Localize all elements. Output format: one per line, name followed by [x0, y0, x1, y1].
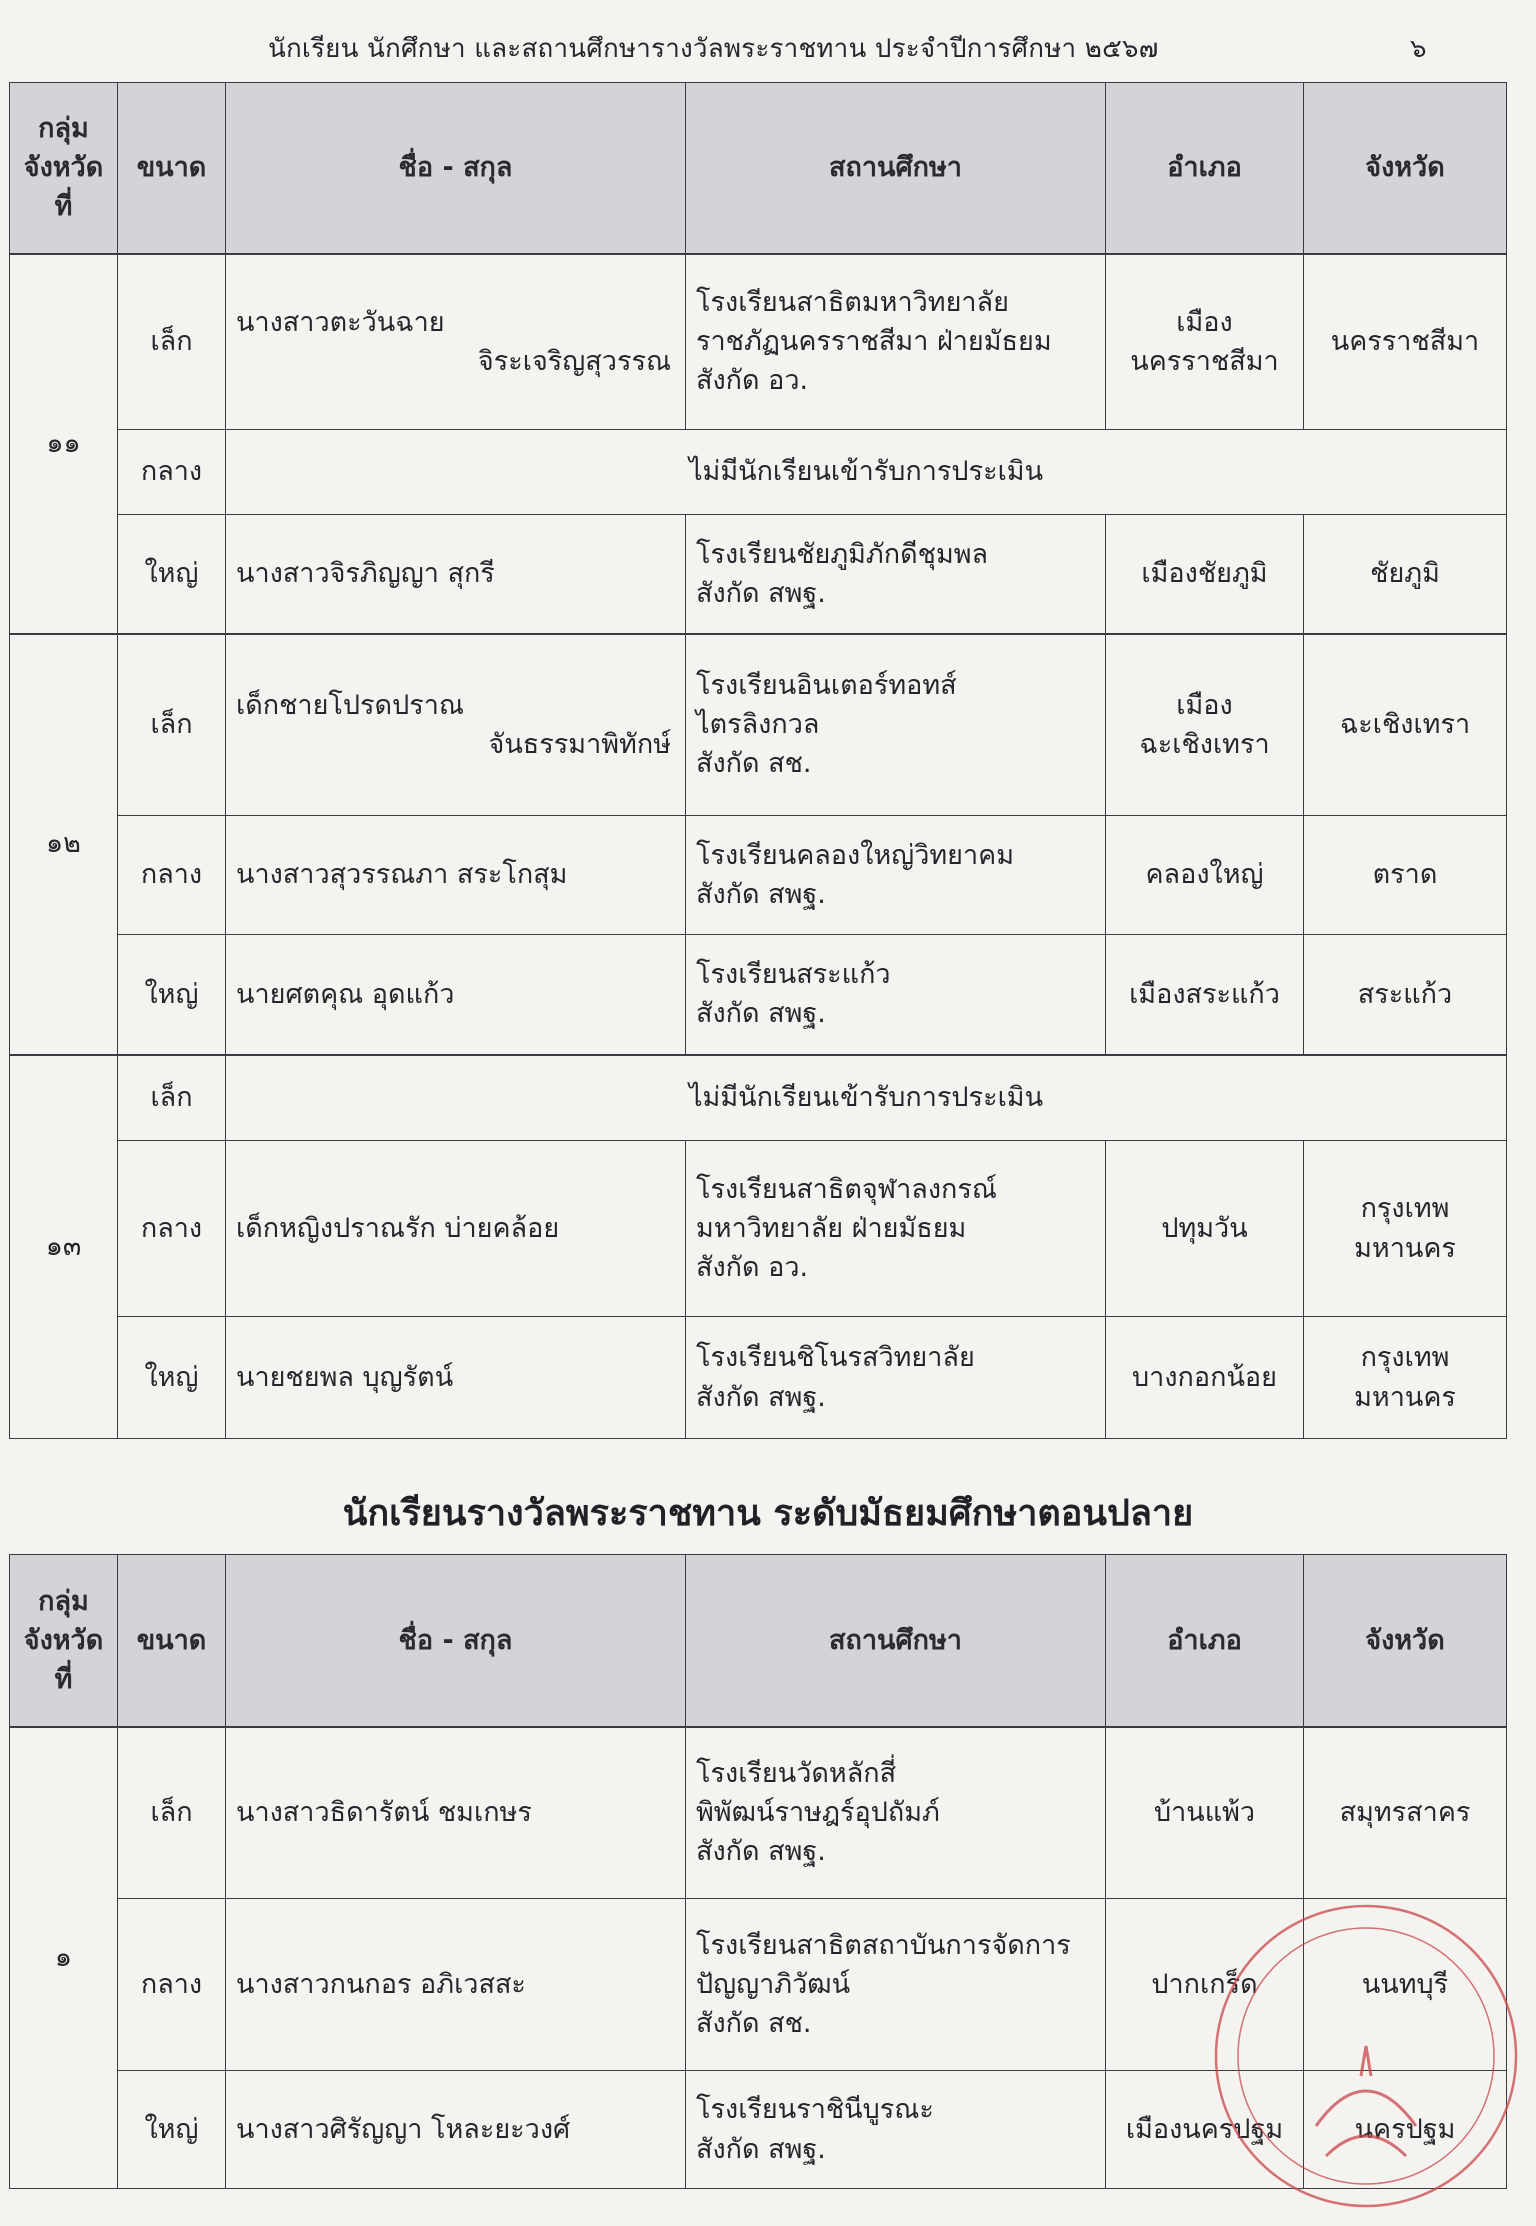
table-row — [10, 935, 1507, 1055]
size-cell: เล็ก — [118, 634, 226, 816]
name-cell: นายศตคุณ อุดแก้ว — [226, 935, 686, 1055]
province-cell: นครราชสีมา — [1304, 254, 1507, 430]
col-header-province: จังหวัด — [1304, 83, 1507, 254]
size-cell: กลาง — [118, 1899, 226, 2071]
size-cell: กลาง — [118, 430, 226, 515]
school-cell — [686, 254, 1106, 430]
province-cell: นครปฐม — [1304, 2071, 1507, 2189]
school-line: สังกัด สช. — [696, 2008, 812, 2040]
col-header-district: อำเภอ — [1106, 83, 1304, 254]
school-line: สังกัด สพฐ. — [696, 1836, 826, 1868]
school-line: มหาวิทยาลัย ฝ่ายมัธยม — [696, 1212, 967, 1244]
name-cell — [226, 254, 686, 430]
school-line: สังกัด สพฐ. — [696, 2133, 826, 2165]
name-cell: นางสาวธิดารัตน์ ชมเกษร — [226, 1727, 686, 1899]
name-cell — [226, 634, 686, 816]
school-line: โรงเรียนสาธิตสถาบันการจัดการ — [696, 1929, 1071, 1961]
table-row — [10, 1055, 1507, 1141]
province-cell: กรุงเทพ มหานคร — [1304, 1141, 1507, 1317]
school-line: โรงเรียนสาธิตจุฬาลงกรณ์ — [696, 1173, 997, 1205]
school-cell — [686, 1317, 1106, 1439]
size-cell: ใหญ่ — [118, 935, 226, 1055]
school-line: สังกัด อว. — [696, 365, 809, 397]
name-line-2: จันธรรมาพิทักษ์ — [488, 728, 671, 760]
size-cell: กลาง — [118, 816, 226, 935]
district-cell: บ้านแพ้ว — [1106, 1727, 1304, 1899]
group-number: ๑๓ — [10, 1055, 118, 1439]
school-line: โรงเรียนสระแก้ว — [696, 959, 891, 991]
name-line-2: จิระเจริญสุวรรณ — [477, 345, 671, 377]
col-header-school: สถานศึกษา — [686, 1555, 1106, 1727]
size-cell: ใหญ่ — [118, 2071, 226, 2189]
col-header-district: อำเภอ — [1106, 1555, 1304, 1727]
district-cell: เมืองนครปฐม — [1106, 2071, 1304, 2189]
school-cell — [686, 1141, 1106, 1317]
name-cell: นางสาวศิรัญญา โหละยะวงศ์ — [226, 2071, 686, 2189]
col-header-group: กลุ่ม จังหวัด ที่ — [10, 83, 118, 254]
school-cell — [686, 515, 1106, 634]
district-cell: คลองใหญ่ — [1106, 816, 1304, 935]
name-cell: นายชยพล บุญรัตน์ — [226, 1317, 686, 1439]
district-cell: ปากเกร็ด — [1106, 1899, 1304, 2071]
size-cell: ใหญ่ — [118, 515, 226, 634]
size-cell: ใหญ่ — [118, 1317, 226, 1439]
section-heading: นักเรียนรางวัลพระราชทาน ระดับมัธยมศึกษาตอนปลาย — [342, 1493, 1194, 1534]
province-cell: สมุทรสาคร — [1304, 1727, 1507, 1899]
header-title: นักเรียน นักศึกษา และสถานศึกษารางวัลพระราชทาน ประจำปีการศึกษา ๒๕๖๗ — [268, 34, 1159, 64]
table-row — [10, 515, 1507, 634]
school-cell — [686, 1899, 1106, 2071]
size-cell: เล็ก — [118, 1055, 226, 1141]
group-number: ๑๑ — [10, 254, 118, 634]
name-line-1: เด็กชายโปรดปราณ — [236, 689, 464, 721]
school-line: โรงเรียนชิโนรสวิทยาลัย — [696, 1342, 975, 1374]
size-cell: เล็ก — [118, 254, 226, 430]
page-header — [0, 22, 1536, 72]
school-line: ปัญญาภิวัฒน์ — [696, 1968, 851, 2000]
school-line: สังกัด สพฐ. — [696, 879, 826, 910]
col-header-size: ขนาด — [118, 1555, 226, 1727]
table-row — [10, 254, 1507, 430]
school-line: โรงเรียนสาธิตมหาวิทยาลัย — [696, 287, 1009, 319]
school-line: โรงเรียนราชินีบูรณะ — [696, 2094, 934, 2126]
school-line: ราชภัฏนครราชสีมา ฝ่ายมัธยม — [696, 326, 1052, 358]
table-row — [10, 816, 1507, 935]
province-cell: นนทบุรี — [1304, 1899, 1507, 2071]
name-cell: นางสาวกนกอร อภิเวสสะ — [226, 1899, 686, 2071]
school-cell — [686, 816, 1106, 935]
district-cell: เมือง นครราชสีมา — [1106, 254, 1304, 430]
col-header-size: ขนาด — [118, 83, 226, 254]
awards-table-1 — [9, 82, 1507, 1439]
col-header-name: ชื่อ - สกุล — [226, 83, 686, 254]
district-cell: บางกอกน้อย — [1106, 1317, 1304, 1439]
table-row — [10, 1141, 1507, 1317]
col-header-province: จังหวัด — [1304, 1555, 1507, 1727]
name-cell: นางสาวสุวรรณภา สระโกสุม — [226, 816, 686, 935]
district-cell: เมืองสระแก้ว — [1106, 935, 1304, 1055]
district-cell: เมืองชัยภูมิ — [1106, 515, 1304, 634]
table-header-row — [10, 83, 1507, 254]
province-cell: ตราด — [1304, 816, 1507, 935]
school-cell — [686, 2071, 1106, 2189]
school-line: สังกัด สพฐ. — [696, 577, 826, 609]
group-number: ๑ — [10, 1727, 118, 2189]
name-cell: เด็กหญิงปราณรัก บ่ายคล้อย — [226, 1141, 686, 1317]
school-line: โรงเรียนคลองใหญ่วิทยาคม — [696, 839, 1014, 871]
size-cell: เล็ก — [118, 1727, 226, 1899]
province-cell: สระแก้ว — [1304, 935, 1507, 1055]
table-row — [10, 634, 1507, 816]
size-cell: กลาง — [118, 1141, 226, 1317]
district-cell: เมือง ฉะเชิงเทรา — [1106, 634, 1304, 816]
school-line: โรงเรียนวัดหลักสี่ — [696, 1758, 897, 1790]
table-row — [10, 430, 1507, 515]
school-line: สังกัด สช. — [696, 748, 812, 780]
col-header-name: ชื่อ - สกุล — [226, 1555, 686, 1727]
school-line: โรงเรียนชัยภูมิภักดีชุมพล — [696, 538, 989, 570]
school-line: ไตรลิงกวล — [696, 709, 820, 741]
school-line: โรงเรียนอินเตอร์ทอทส์ — [696, 670, 957, 702]
province-cell: ชัยภูมิ — [1304, 515, 1507, 634]
province-cell: ฉะเชิงเทรา — [1304, 634, 1507, 816]
district-cell: ปทุมวัน — [1106, 1141, 1304, 1317]
school-cell — [686, 634, 1106, 816]
no-student-cell: ไม่มีนักเรียนเข้ารับการประเมิน — [226, 430, 1507, 515]
page-number: ๖ — [1410, 34, 1427, 64]
table-row — [10, 1317, 1507, 1439]
official-seal-icon — [1186, 1826, 1536, 2226]
province-cell: กรุงเทพ มหานคร — [1304, 1317, 1507, 1439]
school-line: สังกัด สพฐ. — [696, 1381, 826, 1413]
col-header-school: สถานศึกษา — [686, 83, 1106, 254]
no-student-cell: ไม่มีนักเรียนเข้ารับการประเมิน — [226, 1055, 1507, 1141]
name-line-1: นางสาวตะวันฉาย — [236, 306, 445, 338]
school-line: สังกัด อว. — [696, 1252, 809, 1284]
school-line: สังกัด สพฐ. — [696, 998, 826, 1030]
table-header-row — [10, 1555, 1507, 1727]
group-number: ๑๒ — [10, 634, 118, 1055]
col-header-group: กลุ่ม จังหวัด ที่ — [10, 1555, 118, 1727]
school-cell — [686, 1727, 1106, 1899]
school-cell — [686, 935, 1106, 1055]
name-cell: นางสาวจิรภิญญา สุกรี — [226, 515, 686, 634]
school-line: พิพัฒน์ราษฎร์อุปถัมภ์ — [696, 1797, 940, 1829]
